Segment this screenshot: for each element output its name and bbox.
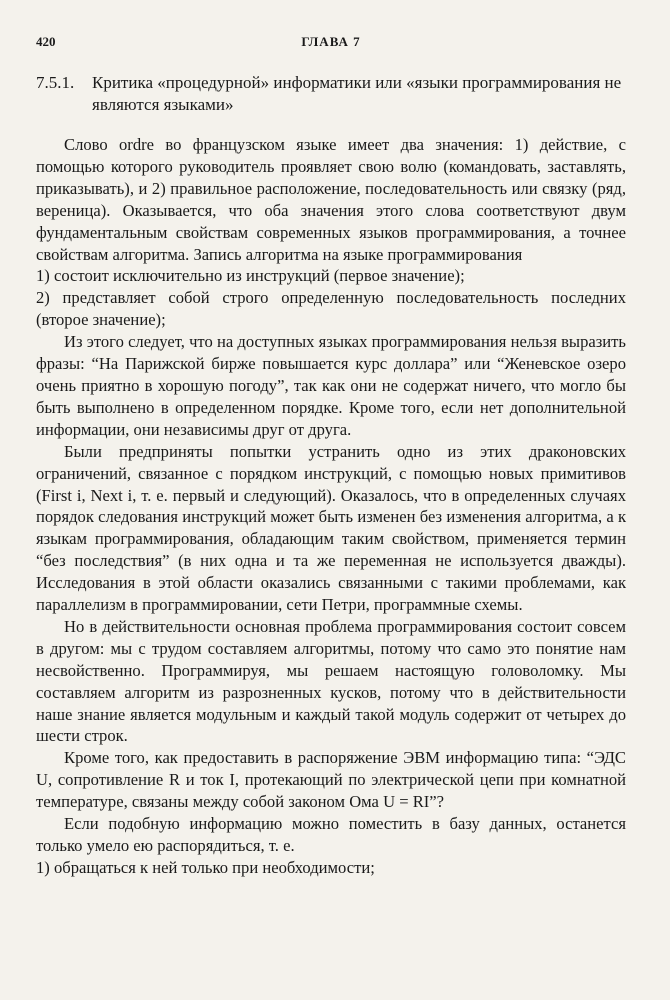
list-item: 1) обращаться к ней только при необходимости;: [36, 857, 375, 877]
paragraph: Слово ordre во французском языке имеет два значения: 1) действие, с помощью которого руководитель проявляет свою волю (командовать, заставлять, приказывать), и 2) правильное расположение, последовательность или связку (ряд, вереница). Оказывается, что оба значения этого слова соответствуют двум фундаментальным свойствам современных языков программирования, а точнее свойствам алгоритма. Запись алгоритма на языке программирования: [36, 135, 626, 264]
paragraph: Но в действительности основная проблема программирования состоит совсем в другом: мы с трудом составляем алгоритмы, потому что само это понятие нам несвойственно. Программируя, мы решаем настоящую головоломку. Мы составляем алгоритм из разрозненных кусков, потому что в действительности наше знание является модульным и каждый такой модуль содержит от четырех до шести строк.: [36, 616, 626, 746]
paragraph: Были предприняты попытки устранить одно из этих драконовских ограничений, связанное с порядком инструкций, с помощью новых примитивов (First i, Next i, т. е. первый и следующий). Оказалось, что в определенных случаях порядок следования инструкций может быть изменен без изменения алгоритма, а к языкам программирования, обладающим таким свойством, применяется термин “без последствия” (в них одна и та же переменная не используется дважды). Исследования в этой области оказались связанными с такими проблемами, как параллелизм в программировании, сети Петри, программные схемы.: [36, 441, 626, 615]
body-text: [36, 134, 626, 879]
section-number: 7.5.1.: [36, 73, 75, 92]
list-item: 1) состоит исключительно из инструкций (первое значение);: [36, 266, 465, 286]
page-number: 420: [36, 34, 56, 49]
running-header: [36, 34, 626, 54]
paragraph: Если подобную информацию можно поместить в базу данных, останется только умело ею распорядиться, т. е.: [36, 814, 626, 855]
chapter-title: ГЛАВА 7: [301, 34, 361, 49]
section-heading: [36, 72, 626, 116]
paragraph: Кроме того, как предоставить в распоряжение ЭВМ информацию типа: “ЭДС U, сопротивление R и ток I, протекающий по электрической цепи при комнатной температуре, связаны между собой законом Ома U = RI”?: [36, 748, 626, 812]
list-item: 2) представляет собой строго определенную последовательность последних (второе значение);: [36, 288, 626, 330]
section-title: Критика «процедурной» информатики или «языки программирования не являются языками»: [92, 73, 622, 114]
paragraph: Из этого следует, что на доступных языках программирования нельзя выразить фразы: “На Парижской бирже повышается курс доллара” или “Женевское озеро очень приятно в хорошую погоду”, так как они не содержат ничего, что могло бы быть выполнено в определенном порядке. Кроме того, если нет дополнительной информации, они независимы друг от друга.: [36, 332, 626, 439]
